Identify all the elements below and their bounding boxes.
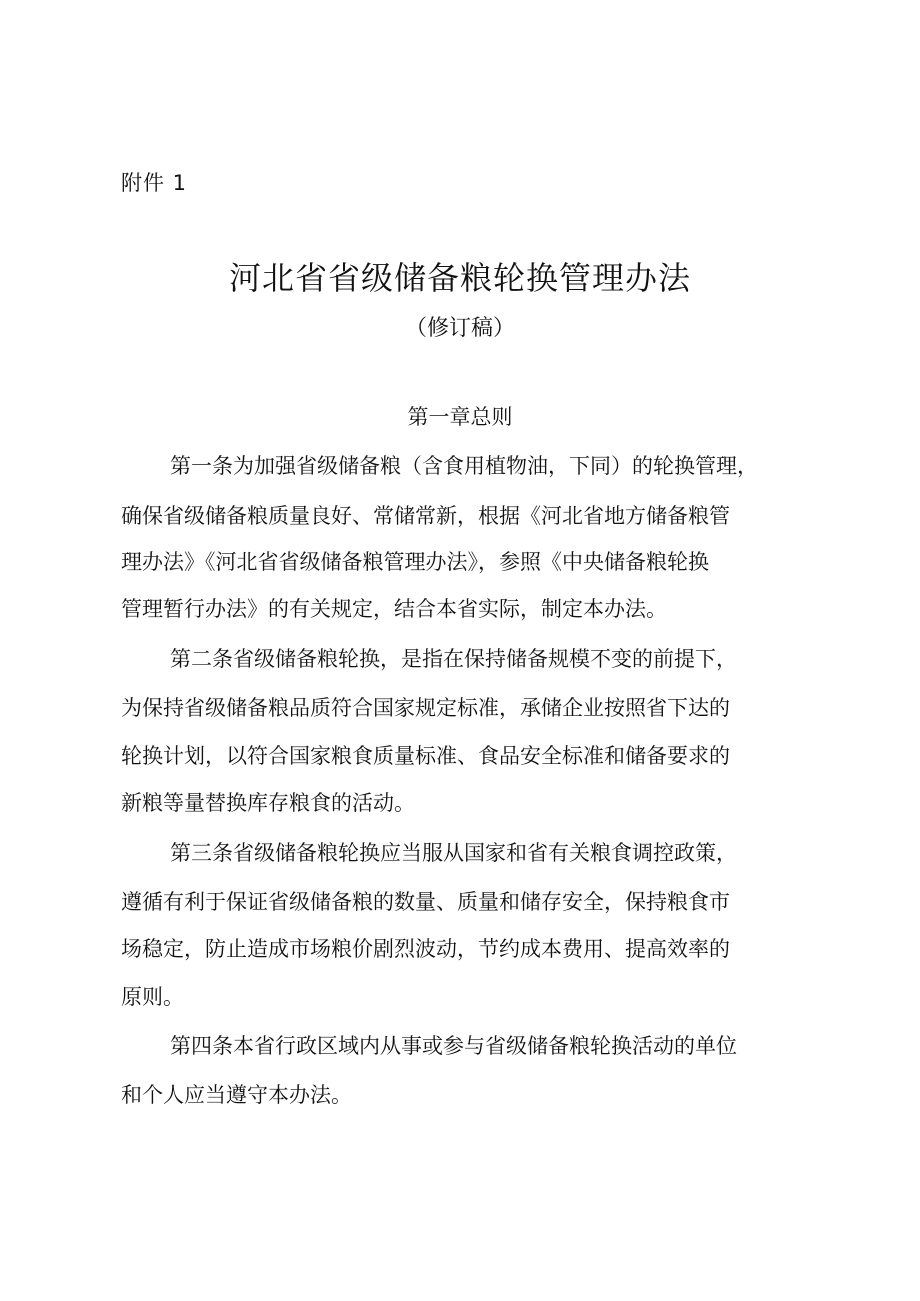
article-3-line-3: 场稳定，防止造成市场粮价剧烈波动，节约成本费用、提高效率的 — [121, 937, 730, 961]
article-4-line-1: 第四条本省行政区域内从事或参与省级储备粮轮换活动的单位 — [170, 1034, 737, 1058]
article-3-line-1: 第三条省级储备粮轮换应当服从国家和省有关粮食调控政策， — [170, 841, 737, 865]
document-subtitle: （修订稿） — [404, 316, 515, 341]
article-3-line-4: 原则。 — [121, 985, 184, 1009]
chapter-title: 第一章总则 — [407, 405, 513, 429]
article-4-line-2: 和个人应当遵守本办法。 — [121, 1083, 352, 1107]
article-1-line-4: 管理暂行办法》的有关规定，结合本省实际，制定本办法。 — [121, 597, 667, 621]
article-2-line-4: 新粮等量替换库存粮食的活动。 — [121, 791, 415, 815]
document-title: 河北省省级储备粮轮换管理办法 — [228, 259, 691, 297]
attachment-label: 附件 1 — [121, 171, 188, 195]
article-2-line-2: 为保持省级储备粮品质符合国家规定标准，承储企业按照省下达的 — [121, 696, 730, 720]
article-1-line-1: 第一条为加强省级储备粮（含食用植物油，下同）的轮换管理， — [170, 454, 758, 478]
article-1-line-3: 理办法》《河北省省级储备粮管理办法》，参照《中央储备粮轮换 — [121, 550, 709, 574]
article-1-line-2: 确保省级储备粮质量良好、常储常新，根据《河北省地方储备粮管 — [121, 504, 730, 528]
article-3-line-2: 遵循有利于保证省级储备粮的数量、质量和储存安全，保持粮食市 — [121, 890, 730, 914]
article-2-line-1: 第二条省级储备粮轮换，是指在保持储备规模不变的前提下， — [170, 647, 737, 671]
article-2-line-3: 轮换计划，以符合国家粮食质量标准、食品安全标准和储备要求的 — [121, 744, 730, 768]
